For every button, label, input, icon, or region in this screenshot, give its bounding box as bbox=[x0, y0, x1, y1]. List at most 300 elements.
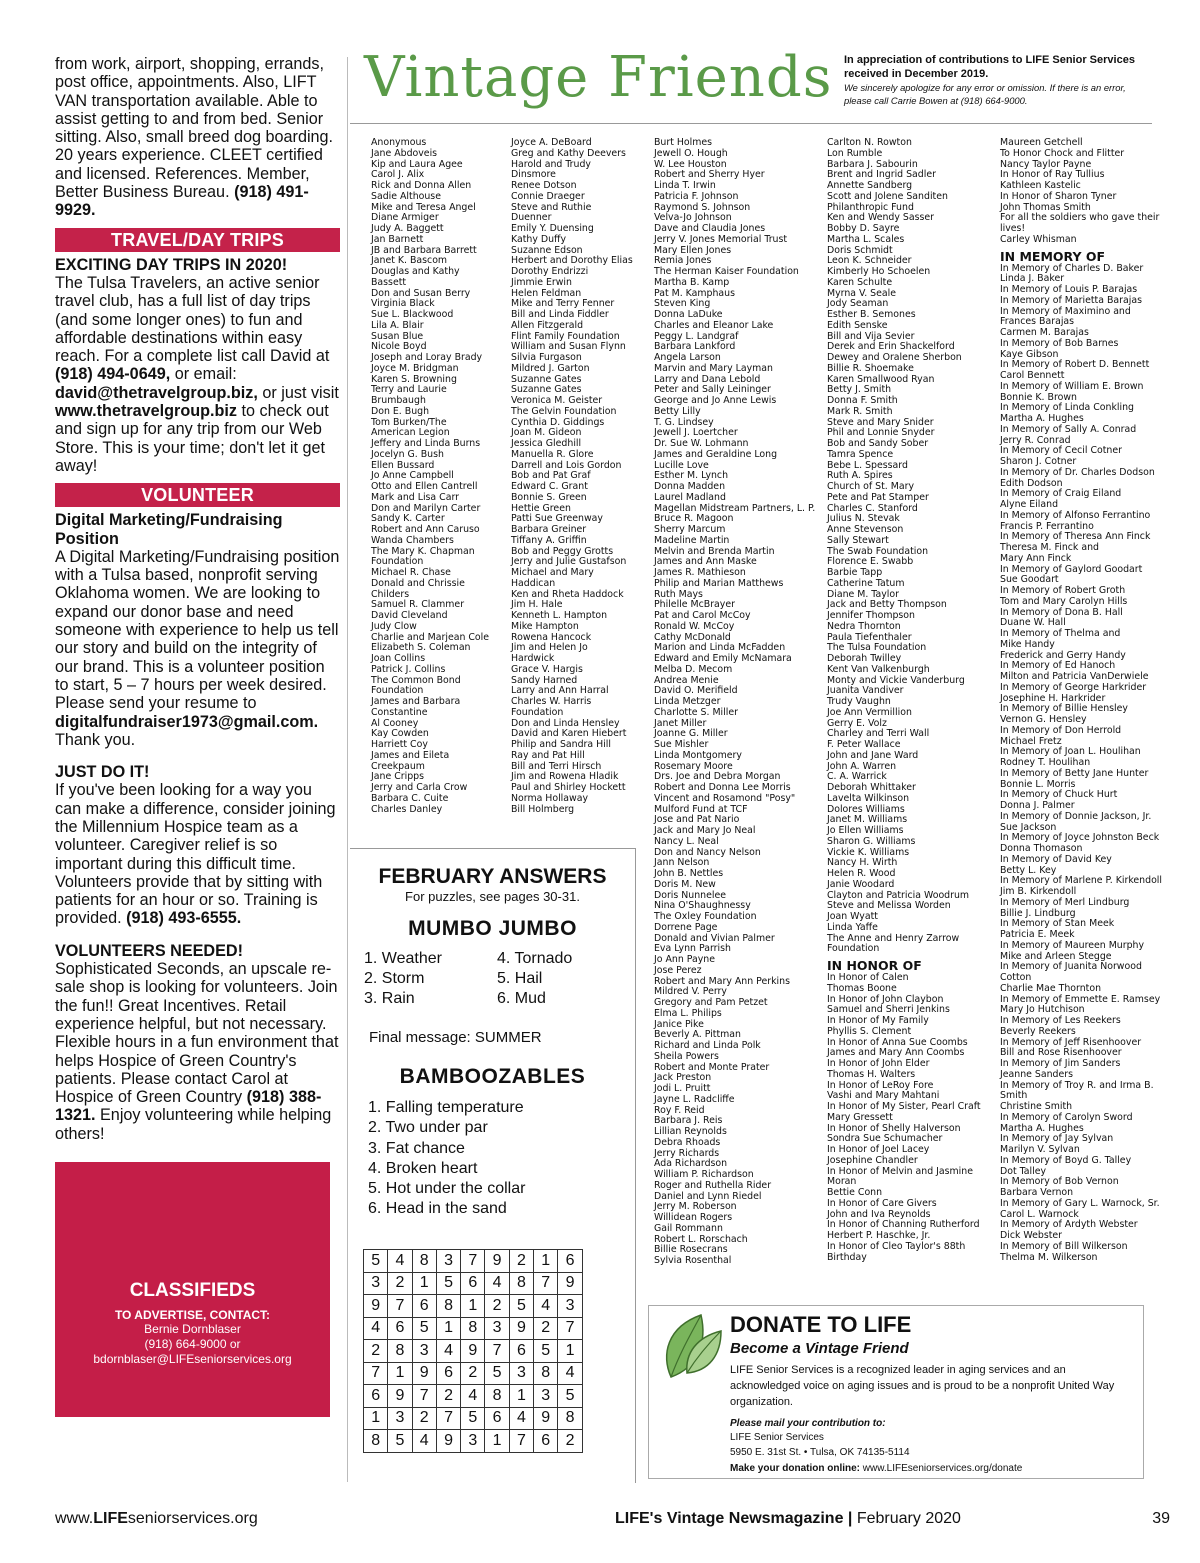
list-item: Janice Pike bbox=[654, 1018, 704, 1030]
list-item: Silvia Furgason bbox=[511, 352, 582, 363]
answer-item: 6. Mud bbox=[497, 990, 546, 1007]
list-item: Creekpaum bbox=[371, 760, 425, 772]
sudoku-cell: 1 bbox=[534, 1250, 558, 1273]
list-item: The Herman Kaiser Foundation bbox=[654, 266, 799, 277]
list-item: Dot Talley bbox=[1000, 1165, 1047, 1177]
memory-list bbox=[1000, 264, 1162, 1264]
mumbo-jumbo-title: MUMBO JUMBO bbox=[408, 917, 577, 940]
list-item: In Memory of Dr. Charles Dodson bbox=[1000, 466, 1155, 478]
sudoku-cell: 8 bbox=[412, 1250, 436, 1273]
list-item: Peter and Sally Leininger bbox=[654, 384, 771, 396]
list-item: Mike Handy bbox=[1000, 638, 1055, 650]
list-item: Duenner bbox=[511, 212, 552, 224]
answer-item: 5. Hail bbox=[497, 970, 543, 987]
list-item: The Oxley Foundation bbox=[654, 911, 757, 922]
list-item: Remia Jones bbox=[654, 255, 712, 267]
answer-item: 3. Fat chance bbox=[368, 1139, 465, 1157]
list-item: Myrna V. Seale bbox=[827, 287, 896, 299]
list-item: Bobby D. Sayre bbox=[827, 223, 900, 234]
list-item: Annette Sandberg bbox=[827, 180, 913, 191]
list-item: Joan M. Gideon bbox=[511, 427, 582, 439]
list-item: Mildred J. Garton bbox=[511, 362, 590, 374]
list-item: F. Peter Wallace bbox=[827, 739, 901, 750]
list-item: Mildred V. Perry bbox=[654, 986, 727, 998]
list-item: Brent and Ingrid Sadler bbox=[827, 169, 936, 181]
list-item: Nancy H. Wirth bbox=[827, 857, 898, 869]
list-item: Phil and Lonnie Snyder bbox=[827, 427, 935, 439]
list-item: Carol J. Alix bbox=[371, 169, 425, 181]
list-item: Al Cooney bbox=[371, 717, 419, 729]
list-item: Constantine bbox=[371, 706, 428, 718]
sudoku-cell: 7 bbox=[509, 1430, 533, 1453]
list-item: In Honor of Sharon Tyner bbox=[1000, 190, 1117, 202]
donor-column-2 bbox=[511, 138, 633, 815]
list-item: Childers bbox=[371, 588, 410, 600]
sudoku-cell: 5 bbox=[436, 1272, 460, 1295]
list-item: In Memory of Marietta Barajas bbox=[1000, 294, 1142, 306]
list-item: Helen Feldman bbox=[511, 287, 582, 299]
list-item: Laurel Madland bbox=[654, 491, 726, 503]
list-item: Francis P. Ferrantino bbox=[1000, 520, 1094, 532]
list-item: Veronica M. Geister bbox=[511, 395, 603, 406]
travel-email[interactable]: david@thetravelgroup.biz, bbox=[55, 383, 258, 402]
list-item: Kip and Laura Agee bbox=[371, 158, 463, 170]
list-item: Sandy K. Carter bbox=[371, 513, 445, 525]
list-item: JB and Barbara Barrett bbox=[371, 244, 477, 256]
sudoku-cell: 1 bbox=[436, 1317, 460, 1340]
sudoku-cell: 9 bbox=[364, 1295, 388, 1318]
list-item: Michael and Mary bbox=[511, 567, 594, 578]
sudoku-cell: 8 bbox=[534, 1362, 558, 1385]
list-item: Pat M. Kamphaus bbox=[654, 287, 736, 299]
sudoku-cell: 6 bbox=[436, 1362, 460, 1385]
list-item: Esther M. Lynch bbox=[654, 470, 729, 482]
list-item: Ruth Mays bbox=[654, 588, 703, 600]
list-item: Jayne L. Radcliffe bbox=[654, 1093, 735, 1105]
list-item: Betty J. Smith bbox=[827, 384, 892, 396]
list-item: Bonnie S. Green bbox=[511, 491, 587, 503]
list-item: Janet M. Williams bbox=[827, 814, 908, 826]
list-item: Don and Susan Berry bbox=[371, 287, 471, 299]
list-item: Jo Anne Campbell bbox=[371, 470, 454, 482]
list-item: Gail Rommann bbox=[654, 1222, 723, 1234]
answer-item: 5. Hot under the collar bbox=[368, 1180, 526, 1198]
sudoku-row bbox=[364, 1385, 583, 1408]
sudoku-cell: 7 bbox=[461, 1250, 485, 1273]
list-item: In Memory of Gaylord Goodart bbox=[1000, 563, 1143, 575]
list-item: In Memory of David Key bbox=[1000, 853, 1112, 865]
sudoku-cell: 1 bbox=[461, 1295, 485, 1318]
list-item: Sue Mishler bbox=[654, 739, 709, 750]
list-item: Sherry Marcum bbox=[654, 524, 726, 535]
sudoku-cell: 9 bbox=[388, 1385, 412, 1408]
dm-heading: Digital Marketing/Fundraising Position bbox=[55, 511, 283, 548]
sudoku-cell: 4 bbox=[461, 1385, 485, 1408]
list-item: Vickie K. Williams bbox=[827, 846, 910, 858]
list-item: Robert and Sherry Hyer bbox=[654, 169, 765, 181]
list-item: Foundation bbox=[371, 685, 424, 697]
dm-email[interactable]: digitalfundraiser1973@gmail.com. bbox=[55, 712, 319, 731]
list-item: Thomas H. Walters bbox=[827, 1068, 916, 1080]
sudoku-cell: 6 bbox=[534, 1430, 558, 1453]
sudoku-cell: 6 bbox=[509, 1340, 533, 1363]
footer-website[interactable]: www.LIFEseniorservices.org bbox=[55, 1510, 258, 1527]
list-item: Tom and Mary Carolyn Hills bbox=[1000, 595, 1128, 607]
list-item: Patricia E. Meek bbox=[1000, 929, 1075, 940]
list-item: Dewey and Oralene Sherbon bbox=[827, 352, 962, 363]
list-item: Terry and Laurie bbox=[371, 384, 447, 396]
list-item: Jane Cripps bbox=[371, 771, 424, 783]
list-item: Martha A. Hughes bbox=[1000, 1122, 1084, 1134]
list-item: Peggy L. Landgraf bbox=[654, 330, 739, 342]
sudoku-cell: 1 bbox=[558, 1340, 582, 1363]
list-item: Steven King bbox=[654, 298, 711, 310]
sudoku-row bbox=[364, 1295, 583, 1318]
list-item: Alyne Eiland bbox=[1000, 499, 1059, 510]
list-item: Bruce R. Magoon bbox=[654, 513, 734, 525]
list-item: In Memory of Charles D. Baker bbox=[1000, 262, 1144, 274]
sudoku-cell: 7 bbox=[558, 1317, 582, 1340]
travel-url[interactable]: www.thetravelgroup.biz bbox=[55, 402, 237, 421]
vn-text: Sophisticated Seconds, an upscale re-sale shop is looking for volunteers. Join the fun!! Great Incentives. Retail experience helpful, but not necessary. Flexible hours in a fun environment that helps Hospice of Green Country's patients. Please contact Carol at Hospice of Green Country (918) 388-1321. Enjoy volunteering while helping others! bbox=[55, 960, 339, 1143]
list-item: Grace V. Hargis bbox=[511, 663, 583, 675]
in-memory-heading: IN MEMORY OF bbox=[1000, 248, 1106, 264]
sudoku-cell: 8 bbox=[485, 1385, 509, 1408]
list-item: David Cleveland bbox=[371, 610, 448, 621]
list-item: Rowena Hancock bbox=[511, 631, 592, 643]
mail-heading: Please mail your contribution to: bbox=[730, 1418, 886, 1429]
list-item: Lila A. Blair bbox=[371, 319, 424, 331]
list-item: Charles Danley bbox=[371, 803, 443, 815]
list-item: Eva Lynn Parrish bbox=[654, 943, 731, 955]
honor-list-continued bbox=[1000, 138, 1162, 246]
list-item: In Honor of Channing Rutherford bbox=[827, 1219, 980, 1231]
list-item: Vincent and Rosamond "Posy" bbox=[654, 792, 796, 804]
list-item: W. Lee Houston bbox=[654, 158, 727, 170]
list-item: John B. Nettles bbox=[654, 868, 724, 879]
list-item: Michael R. Chase bbox=[371, 567, 451, 578]
list-item: In Honor of Shelly Halverson bbox=[827, 1122, 961, 1134]
sudoku-cell: 6 bbox=[388, 1317, 412, 1340]
sudoku-cell: 5 bbox=[412, 1317, 436, 1340]
list-item: Darrell and Lois Gordon bbox=[511, 459, 622, 471]
list-item: Tiffany A. Griffin bbox=[511, 534, 587, 546]
list-item: Kaye Gibson bbox=[1000, 348, 1059, 360]
list-item: Carley Whisman bbox=[1000, 233, 1077, 245]
list-item: In Memory of Thelma and bbox=[1000, 628, 1121, 639]
list-item: James R. Mathieson bbox=[654, 567, 746, 578]
sudoku-cell: 2 bbox=[436, 1385, 460, 1408]
list-item: Smith bbox=[1000, 1090, 1028, 1102]
list-item: In Memory of Don Herrold bbox=[1000, 724, 1122, 736]
list-item: Mary Gressett bbox=[827, 1111, 893, 1123]
list-item: Steve and Mary Snider bbox=[827, 416, 934, 428]
list-item: Jo Ann Payne bbox=[654, 954, 715, 965]
list-item: In Honor of Ray Tullius bbox=[1000, 169, 1105, 181]
list-item: The Swab Foundation bbox=[827, 545, 929, 557]
list-item: C. A. Warrick bbox=[827, 771, 887, 783]
sudoku-cell: 4 bbox=[534, 1295, 558, 1318]
list-item: Edith Senske bbox=[827, 319, 888, 331]
sudoku-cell: 9 bbox=[509, 1317, 533, 1340]
list-item: In Memory of Betty Jane Hunter bbox=[1000, 767, 1149, 779]
list-item: Janet K. Bascom bbox=[371, 255, 448, 267]
sudoku-cell: 4 bbox=[436, 1340, 460, 1363]
list-item: John and Iva Reynolds bbox=[827, 1208, 931, 1220]
sudoku-row bbox=[364, 1430, 583, 1453]
puzzle-title: FEBRUARY ANSWERS bbox=[378, 865, 607, 888]
list-item: Steve and Melissa Worden bbox=[827, 900, 951, 912]
list-item: In Memory of Merl Lindburg bbox=[1000, 896, 1130, 908]
list-item: Sadie Althouse bbox=[371, 190, 441, 202]
list-item: Barbie Tapp bbox=[827, 567, 883, 578]
list-item: Anonymous bbox=[371, 137, 427, 148]
sudoku-cell: 4 bbox=[388, 1250, 412, 1273]
list-item: In Memory of Emmette E. Ramsey bbox=[1000, 993, 1161, 1005]
puzzle-answers-box bbox=[350, 848, 636, 1483]
list-item: Mike and Teresa Angel bbox=[371, 201, 476, 213]
mail-address-line-1: LIFE Senior Services bbox=[730, 1432, 824, 1443]
list-item: Sharon G. Williams bbox=[827, 835, 916, 847]
list-item: Flint Family Foundation bbox=[511, 330, 620, 342]
list-item: Marilyn V. Sylvan bbox=[1000, 1144, 1080, 1155]
list-item: In Honor of John Elder bbox=[827, 1058, 930, 1069]
list-item: In Memory of George Harkrider bbox=[1000, 681, 1147, 693]
list-item: James and Barbara bbox=[371, 696, 461, 707]
donate-description: LIFE Senior Services is a recognized leader in aging services and an acknowledged voice on aging issues and is proud to be a nonprofit United Way organization. bbox=[730, 1364, 1115, 1408]
list-item: Otto and Ellen Cantrell bbox=[371, 481, 478, 492]
contact-phone: (918) 664-9000 or bbox=[144, 1337, 241, 1351]
vn-heading: VOLUNTEERS NEEDED! bbox=[55, 941, 243, 960]
list-item: Gerry E. Volz bbox=[827, 717, 887, 729]
list-item: Burt Holmes bbox=[654, 137, 713, 148]
list-item: In Memory of Craig Eiland bbox=[1000, 488, 1122, 500]
list-item: Foundation bbox=[371, 556, 424, 568]
sudoku-cell: 2 bbox=[461, 1362, 485, 1385]
list-item: In Memory of Theresa Ann Finck bbox=[1000, 531, 1151, 543]
sudoku-cell: 4 bbox=[509, 1407, 533, 1430]
list-item: For all the soldiers who gave their bbox=[1000, 212, 1160, 224]
list-item: In Honor of Cleo Taylor's 88th bbox=[827, 1240, 966, 1252]
list-item: Jim H. Hale bbox=[511, 599, 563, 611]
list-item: Helen R. Wood bbox=[827, 868, 896, 879]
list-item: In Memory of Cecil Cotner bbox=[1000, 445, 1122, 457]
list-item: Larry and Dana Lebold bbox=[654, 373, 761, 385]
list-item: Nicole Boyd bbox=[371, 341, 427, 353]
sudoku-cell: 2 bbox=[412, 1407, 436, 1430]
sudoku-cell: 1 bbox=[364, 1407, 388, 1430]
donate-title: DONATE TO LIFE bbox=[730, 1312, 912, 1337]
list-item: Doris Schmidt bbox=[827, 244, 893, 256]
list-item: Drs. Joe and Debra Morgan bbox=[654, 771, 781, 783]
list-item: Suzanne Edson bbox=[511, 244, 583, 256]
sudoku-cell: 5 bbox=[364, 1250, 388, 1273]
list-item: Diane M. Taylor bbox=[827, 588, 899, 600]
list-item: Jo Ellen Williams bbox=[827, 825, 904, 836]
list-item: Donald and Chrissie bbox=[371, 577, 465, 589]
list-item: Milton and Patricia VanDerwiele bbox=[1000, 671, 1149, 682]
list-item: Moran bbox=[827, 1176, 857, 1188]
mail-address-line-2: 5950 E. 31st St. • Tulsa, OK 74135-5114 bbox=[730, 1447, 910, 1458]
sudoku-row bbox=[364, 1250, 583, 1273]
donate-online: Make your donation online: www.LIFEseniorservices.org/donate bbox=[730, 1463, 1023, 1474]
list-item: Mary Ann Finck bbox=[1000, 552, 1072, 564]
list-item: Judy A. Baggett bbox=[371, 223, 444, 234]
list-item: Jose and Pat Nario bbox=[654, 814, 740, 826]
list-item: In Memory of Linda Conkling bbox=[1000, 402, 1135, 414]
sudoku-cell: 2 bbox=[534, 1317, 558, 1340]
list-item: Ken and Rheta Haddock bbox=[511, 588, 624, 600]
sudoku-cell: 3 bbox=[412, 1340, 436, 1363]
list-item: Magellan Midstream Partners, L. P. bbox=[654, 502, 816, 514]
sudoku-cell: 5 bbox=[509, 1295, 533, 1318]
apology-text: We sincerely apologize for any error or omission. If there is an error, please call Carrie Bowen at (918) 664-9000. bbox=[844, 82, 1126, 106]
sudoku-cell: 7 bbox=[412, 1385, 436, 1408]
list-item: In Memory of Billie Hensley bbox=[1000, 703, 1128, 715]
answer-item: 4. Broken heart bbox=[368, 1159, 478, 1177]
list-item: Patrick J. Collins bbox=[371, 663, 446, 675]
list-item: Philip and Marian Matthews bbox=[654, 577, 784, 589]
list-item: Joan Collins bbox=[371, 653, 426, 664]
list-item: Maureen Getchell bbox=[1000, 137, 1083, 148]
list-item: Carmen M. Barajas bbox=[1000, 327, 1089, 338]
list-item: Beverly A. Pittman bbox=[654, 1029, 741, 1041]
list-item: Bill Holmberg bbox=[511, 803, 575, 815]
list-item: Barbara C. Cuite bbox=[371, 792, 449, 804]
sudoku-row bbox=[364, 1340, 583, 1363]
sudoku-cell: 5 bbox=[388, 1430, 412, 1453]
list-item: Joanne G. Miller bbox=[654, 728, 728, 740]
list-item: Jim and Helen Jo bbox=[511, 642, 588, 654]
list-item: Thomas Boone bbox=[827, 982, 897, 994]
list-item: Karen Schulte bbox=[827, 276, 893, 288]
donor-column-3 bbox=[654, 138, 815, 1267]
list-item: Paul and Shirley Hockett bbox=[511, 782, 626, 793]
list-item: In Honor of Joel Lacey bbox=[827, 1144, 930, 1155]
list-item: Frederick and Gerry Handy bbox=[1000, 649, 1126, 661]
sudoku-cell: 5 bbox=[534, 1340, 558, 1363]
list-item: In Memory of Carolyn Sword bbox=[1000, 1111, 1133, 1123]
sudoku-cell: 2 bbox=[485, 1295, 509, 1318]
donor-column-1 bbox=[371, 138, 489, 815]
sudoku-cell: 8 bbox=[509, 1272, 533, 1295]
list-item: Donna Madden bbox=[654, 481, 726, 492]
list-item: Emily Y. Duensing bbox=[511, 223, 594, 234]
list-item: Bob and Peggy Grotts bbox=[511, 545, 614, 557]
list-item: Velva-Jo Johnson bbox=[654, 212, 732, 224]
list-item: Andrea Menie bbox=[654, 674, 719, 686]
list-item: Hardwick bbox=[511, 653, 555, 664]
list-item: Charlie and Marjean Cole bbox=[371, 631, 490, 643]
sudoku-cell: 6 bbox=[558, 1250, 582, 1273]
list-item: Linda Yaffe bbox=[827, 921, 878, 933]
list-item: Robert L. Rorschach bbox=[654, 1233, 748, 1245]
list-item: Jerry M. Roberson bbox=[654, 1201, 737, 1213]
list-item: Jerry R. Conrad bbox=[1000, 434, 1071, 446]
sudoku-row bbox=[364, 1407, 583, 1430]
list-item: Monty and Vickie Vanderburg bbox=[827, 674, 965, 686]
list-item: Betty L. Key bbox=[1000, 864, 1057, 876]
list-item: In Honor of Anna Sue Coombs bbox=[827, 1036, 968, 1048]
list-item: Ray and Pat Hill bbox=[511, 749, 585, 761]
sudoku-cell: 4 bbox=[364, 1317, 388, 1340]
list-item: Jessica Gledhill bbox=[511, 438, 582, 449]
donate-url[interactable]: www.LIFEseniorservices.org/donate bbox=[860, 1463, 1023, 1474]
list-item: John Thomas Smith bbox=[1000, 201, 1091, 213]
list-item: In Memory of Maureen Murphy bbox=[1000, 939, 1145, 951]
list-item: Beverly Reekers bbox=[1000, 1025, 1076, 1037]
list-item: Sondra Sue Schumacher bbox=[827, 1133, 943, 1145]
list-item: Edith Dodson bbox=[1000, 477, 1063, 489]
list-item: Bebe L. Spessard bbox=[827, 459, 908, 471]
list-item: Virginia Black bbox=[371, 298, 435, 310]
list-item: Janet Miller bbox=[654, 717, 707, 729]
list-item: In Memory of Bob Vernon bbox=[1000, 1176, 1119, 1188]
list-item: Suzanne Gates bbox=[511, 384, 582, 396]
sudoku-cell: 9 bbox=[436, 1430, 460, 1453]
list-item: Jose Perez bbox=[654, 964, 702, 976]
sudoku-cell: 3 bbox=[534, 1385, 558, 1408]
contact-name: Bernie Dornblaser bbox=[144, 1322, 241, 1336]
contact-email[interactable]: bdornblaser@LIFEseniorservices.org bbox=[93, 1352, 292, 1366]
list-item: Cynthia D. Giddings bbox=[511, 416, 605, 428]
answer-item: 2. Storm bbox=[364, 970, 425, 987]
list-item: Jimmie Erwin bbox=[511, 276, 572, 288]
list-item: Sue Jackson bbox=[1000, 821, 1057, 833]
list-item: Jocelyn G. Bush bbox=[371, 448, 444, 460]
list-item: In Memory of Jim Sanders bbox=[1000, 1058, 1121, 1069]
list-item: Nina O'Shaughnessy bbox=[654, 900, 751, 912]
list-item: Madeline Martin bbox=[654, 534, 730, 546]
list-item: In Memory of Robert D. Bennett bbox=[1000, 359, 1150, 371]
list-item: In Memory of Joan L. Houlihan bbox=[1000, 746, 1141, 758]
list-item: David O. Merifield bbox=[654, 685, 738, 697]
list-item: Mike Hampton bbox=[511, 620, 579, 632]
list-item: In Honor of Care Givers bbox=[827, 1197, 937, 1209]
donor-list bbox=[827, 138, 981, 955]
sudoku-cell: 2 bbox=[509, 1250, 533, 1273]
list-item: Esther B. Semones bbox=[827, 309, 916, 320]
list-item: Jan Barnett bbox=[371, 233, 424, 245]
list-item: Patricia F. Johnson bbox=[654, 190, 739, 202]
list-item: Susan Blue bbox=[371, 330, 424, 342]
list-item: Greg and Kathy Deevers bbox=[511, 147, 626, 159]
list-item: William P. Richardson bbox=[654, 1169, 754, 1180]
list-item: In Memory of Robert Groth bbox=[1000, 585, 1126, 596]
bamboozables-answers bbox=[368, 1098, 525, 1220]
list-item: Derek and Erin Shackelford bbox=[827, 341, 955, 353]
list-item: Dave and Claudia Jones bbox=[654, 223, 766, 234]
list-item: Sue L. Blackwood bbox=[371, 309, 454, 320]
list-item: Frances Barajas bbox=[1000, 316, 1075, 328]
list-item: Sally Stewart bbox=[827, 534, 889, 546]
list-item: Richard and Linda Polk bbox=[654, 1040, 761, 1051]
list-item: The Gelvin Foundation bbox=[511, 405, 617, 417]
answer-item: 4. Tornado bbox=[497, 950, 573, 967]
list-item: Connie Draeger bbox=[511, 190, 585, 202]
appreciation-note bbox=[844, 53, 1144, 107]
list-item: Dinsmore bbox=[511, 169, 556, 181]
sudoku-cell: 2 bbox=[558, 1430, 582, 1453]
list-item: The Common Bond bbox=[371, 674, 461, 686]
sudoku-cell: 6 bbox=[461, 1272, 485, 1295]
list-item: Daniel and Lynn Riedel bbox=[654, 1190, 762, 1202]
sudoku-cell: 3 bbox=[364, 1272, 388, 1295]
sudoku-cell: 9 bbox=[412, 1362, 436, 1385]
list-item: Elizabeth S. Coleman bbox=[371, 642, 471, 654]
list-item: Jeanne Sanders bbox=[1000, 1068, 1074, 1080]
list-item: Ruth A. Spires bbox=[827, 470, 893, 482]
